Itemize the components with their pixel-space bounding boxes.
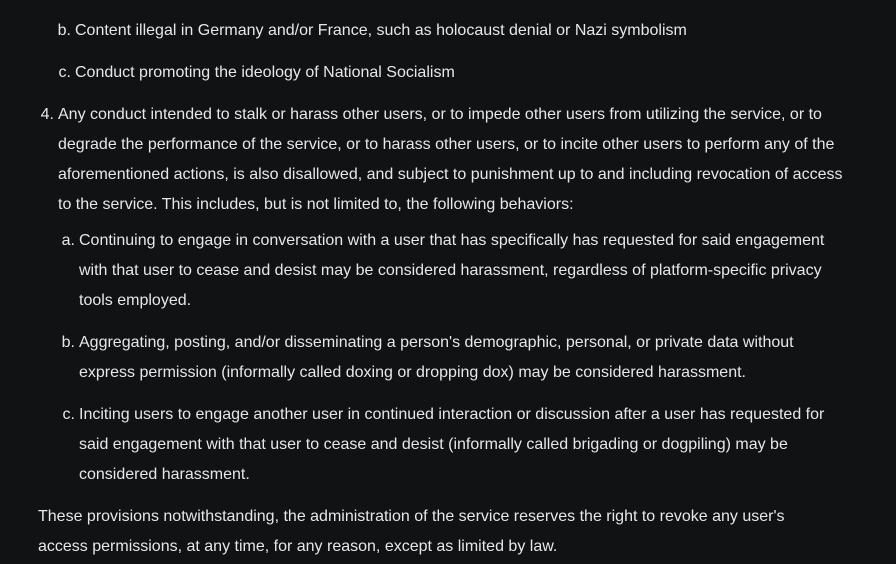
list-item-text: Inciting users to engage another user in continued interaction or discussion after a user has requested for said engagement with that user to cease and desist (informally called brigading or dogpiling) may be considered harassment. xyxy=(79,406,825,483)
list-item-text: Conduct promoting the ideology of National Socialism xyxy=(75,64,455,81)
list-item-text: Continuing to engage in conversation with a user that has specifically has requested for said engagement with that user to cease and desist may be considered harassment, regardless of platform-specific privacy tools employed. xyxy=(79,232,825,309)
list-marker: 4. xyxy=(40,106,54,123)
list-marker: b. xyxy=(61,334,75,351)
list-item xyxy=(0,328,896,388)
closing-paragraph: These provisions notwithstanding, the administration of the service reserves the right to revoke any user's access permissions, at any time, for any reason, except as limited by law. xyxy=(38,508,785,555)
list-item xyxy=(0,400,896,490)
list-marker: b. xyxy=(57,22,71,39)
list-item-text: Aggregating, posting, and/or disseminating a person's demographic, personal, or private data without express permission (informally called doxing or dropping dox) may be considered harassment. xyxy=(79,334,794,381)
list-marker: c. xyxy=(62,406,75,423)
list-item xyxy=(0,226,896,316)
numbered-item-4 xyxy=(0,100,896,220)
list-item-text: Content illegal in Germany and/or France, such as holocaust denial or Nazi symbolism xyxy=(75,22,687,39)
list-item xyxy=(0,58,896,88)
list-marker: a. xyxy=(61,232,75,249)
policy-document xyxy=(0,16,896,562)
list-item-text: Any conduct intended to stalk or harass other users, or to impede other users from utilizing the service, or to degrade the performance of the service, or to harass other users, or to incite other users to perform any of the aforementioned actions, is also disallowed, and subject to punishment up to and including revocation of access to the service. This includes, but is not limited to, the following behaviors: xyxy=(58,106,843,213)
list-item xyxy=(0,16,896,46)
list-marker: c. xyxy=(58,64,71,81)
